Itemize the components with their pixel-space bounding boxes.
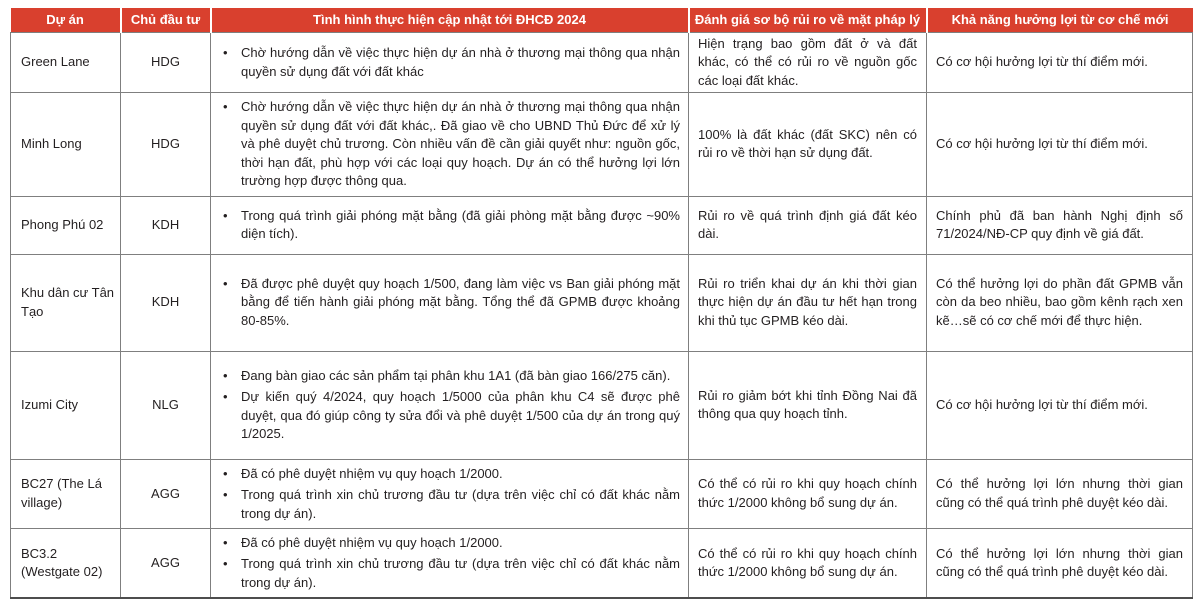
status-cell	[211, 93, 689, 196]
projects-table	[10, 8, 1192, 599]
bullet-icon: •	[223, 534, 228, 550]
benefit-cell: Có cơ hội hưởng lợi từ thí điểm mới.	[927, 33, 1193, 93]
status-text: Đang bàn giao các sản phẩm tại phân khu 1A1 (đã bàn giao 166/275 căn).	[241, 367, 671, 383]
status-text: Chờ hướng dẫn về việc thực hiện dự án nhà ở thương mại thông qua nhận quyền sử dụng đất với đất khác,. Đã giao về cho UBND Thủ Đức để xử lý và phê duyệt chủ trương. Còn nhiều vấn đề cần giải quyết như: nguồn gốc, thời hạn đất, phù hợp với các loại quy hoạch. Dự án có thể hưởng lợi lớn trường hợp được thông qua.	[241, 99, 680, 189]
header-status: Tình hình thực hiện cập nhật tới ĐHCĐ 2024	[211, 8, 689, 33]
investor-cell: NLG	[121, 351, 211, 459]
investor-cell: KDH	[121, 196, 211, 254]
bullet-icon: •	[223, 367, 228, 383]
status-cell	[211, 528, 689, 598]
bullet-icon: •	[223, 99, 228, 115]
status-cell	[211, 351, 689, 459]
project-cell: BC27 (The Lá village)	[11, 459, 121, 528]
status-bullet-item	[219, 367, 680, 385]
header-legal-risk: Đánh giá sơ bộ rủi ro về mặt pháp lý	[689, 8, 927, 33]
investor-cell: AGG	[121, 528, 211, 598]
table-row	[11, 459, 1193, 528]
status-text: Trong quá trình xin chủ trương đầu tư (dựa trên việc chỉ có đất khác nằm trong dự án).	[241, 487, 680, 521]
status-cell	[211, 196, 689, 254]
header-investor: Chủ đầu tư	[121, 8, 211, 33]
header-project: Dự án	[11, 8, 121, 33]
status-cell	[211, 33, 689, 93]
status-bullet-item	[219, 465, 680, 483]
table-row	[11, 254, 1193, 351]
status-text: Đã được phê duyệt quy hoạch 1/500, đang làm việc vs Ban giải phóng mặt bằng để tiến hành giải phóng mặt bằng. Tổng thể đã GPMB được khoảng 80-85%.	[241, 275, 680, 328]
header-benefit: Khả năng hưởng lợi từ cơ chế mới	[927, 8, 1193, 33]
header-row	[11, 8, 1193, 33]
risk-cell: Có thể có rủi ro khi quy hoạch chính thức 1/2000 không bổ sung dự án.	[689, 528, 927, 598]
bullet-icon: •	[223, 207, 228, 223]
status-text: Trong quá trình xin chủ trương đầu tư (dựa trên việc chỉ có đất khác nằm trong dự án).	[241, 556, 680, 590]
investor-cell: AGG	[121, 459, 211, 528]
table-body	[11, 33, 1193, 599]
project-legal-status-table	[10, 8, 1193, 599]
status-cell	[211, 254, 689, 351]
bullet-icon: •	[223, 465, 228, 481]
benefit-cell: Chính phủ đã ban hành Nghị định số 71/2024/NĐ-CP quy định về giá đất.	[927, 196, 1193, 254]
status-bullet-item	[219, 44, 680, 81]
table-row	[11, 528, 1193, 598]
project-cell: Phong Phú 02	[11, 196, 121, 254]
investor-cell: HDG	[121, 33, 211, 93]
status-cell	[211, 459, 689, 528]
bullet-icon: •	[223, 556, 228, 572]
risk-cell: Rủi ro về quá trình định giá đất kéo dài.	[689, 196, 927, 254]
benefit-cell: Có thể hưởng lợi lớn nhưng thời gian cũng có thể quá trình phê duyệt kéo dài.	[927, 459, 1193, 528]
table-row	[11, 33, 1193, 93]
bullet-icon: •	[223, 275, 228, 291]
benefit-cell: Có thể hưởng lợi lớn nhưng thời gian cũng có thể quá trình phê duyệt kéo dài.	[927, 528, 1193, 598]
status-text: Dự kiến quý 4/2024, quy hoạch 1/5000 của phân khu C4 sẽ được phê duyệt, qua đó giúp công ty sửa đổi và phê duyệt 1/500 của dự án trong quý 1/2025.	[241, 389, 680, 442]
status-text: Đã có phê duyệt nhiệm vụ quy hoạch 1/2000.	[241, 534, 503, 550]
status-text: Đã có phê duyệt nhiệm vụ quy hoạch 1/2000.	[241, 465, 503, 481]
risk-cell: Có thể có rủi ro khi quy hoạch chính thức 1/2000 không bổ sung dự án.	[689, 459, 927, 528]
bullet-icon: •	[223, 487, 228, 503]
project-cell: Khu dân cư Tân Tạo	[11, 254, 121, 351]
project-cell: Green Lane	[11, 33, 121, 93]
status-bullet-item	[219, 534, 680, 552]
status-bullet-item	[219, 388, 680, 443]
benefit-cell: Có thể hưởng lợi do phần đất GPMB vẫn còn da beo nhiều, bao gồm kênh rạch xen kẽ…sẽ có cơ chế mới để thực hiện.	[927, 254, 1193, 351]
status-bullet-item	[219, 486, 680, 523]
risk-cell: Rủi ro giảm bớt khi tỉnh Đồng Nai đã thông qua quy hoạch tỉnh.	[689, 351, 927, 459]
risk-cell: 100% là đất khác (đất SKC) nên có rủi ro về thời hạn sử dụng đất.	[689, 93, 927, 196]
risk-cell: Rủi ro triển khai dự án khi thời gian thực hiện dự án đầu tư hết hạn trong khi thủ tục GPMB kéo dài.	[689, 254, 927, 351]
status-bullet-item	[219, 98, 680, 190]
status-bullet-item	[219, 207, 680, 244]
bullet-icon: •	[223, 389, 228, 405]
table-row	[11, 93, 1193, 196]
status-bullet-item	[219, 555, 680, 592]
table-row	[11, 351, 1193, 459]
status-text: Trong quá trình giải phóng mặt bằng (đã giải phòng mặt bằng được ~90% diện tích).	[241, 207, 680, 242]
project-cell: Minh Long	[11, 93, 121, 196]
table-header	[11, 8, 1193, 33]
project-cell: BC3.2 (Westgate 02)	[11, 528, 121, 598]
bullet-icon: •	[223, 45, 228, 61]
project-cell: Izumi City	[11, 351, 121, 459]
risk-cell: Hiện trạng bao gồm đất ở và đất khác, có thể có rủi ro về nguồn gốc các loại đất khác.	[689, 33, 927, 93]
status-bullet-item	[219, 275, 680, 330]
investor-cell: HDG	[121, 93, 211, 196]
table-row	[11, 196, 1193, 254]
investor-cell: KDH	[121, 254, 211, 351]
status-text: Chờ hướng dẫn về việc thực hiện dự án nhà ở thương mại thông qua nhận quyền sử dụng đất với đất khác	[241, 45, 680, 79]
benefit-cell: Có cơ hội hưởng lợi từ thí điểm mới.	[927, 351, 1193, 459]
benefit-cell: Có cơ hội hưởng lợi từ thí điểm mới.	[927, 93, 1193, 196]
